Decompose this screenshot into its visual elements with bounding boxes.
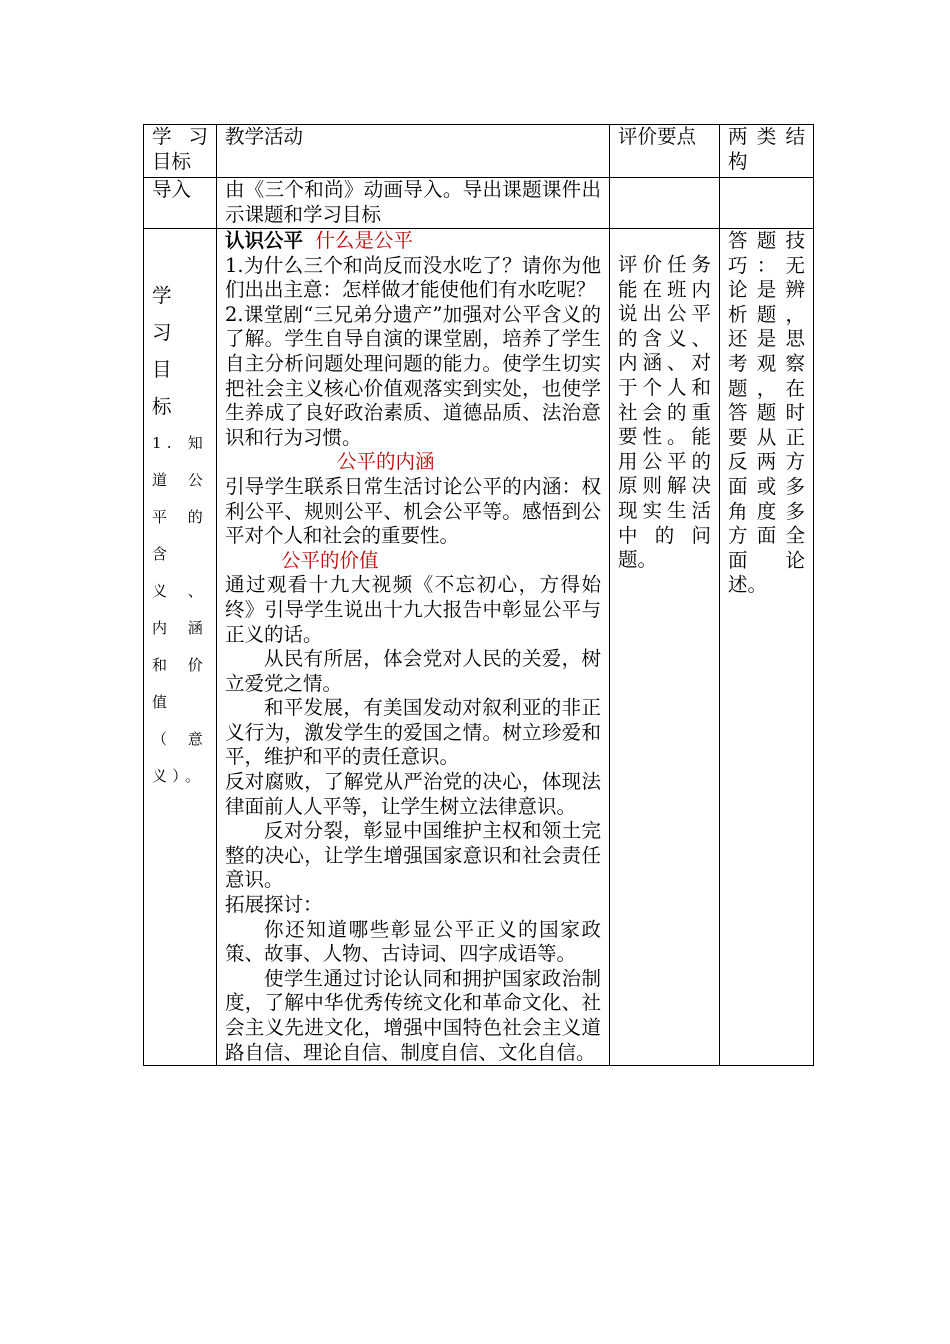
activity-p5: 从民有所居，体会党对人民的关爱，树立爱党之情。 bbox=[225, 647, 601, 695]
goal-text: 1.知道公平的含义、内涵和价值（意义）。 bbox=[152, 434, 208, 785]
activity-p4: 通过观看十九大视频《不忘初心，方得始终》引导学生说出十九大报告中彰显公平与正义的话。 bbox=[225, 573, 601, 646]
activity-p2: 2.课堂剧“三兄弟分遗产”加强对公平含义的了解。学生自导自演的课堂剧，培养了学生自主分析问题处理问题的能力。使学生切实把社会主义核心价值观落实到实处，也使学生养成了良好政治素质、道德品质、法治意识和行为习惯。 bbox=[225, 302, 601, 449]
main-goal-cell bbox=[144, 229, 217, 1066]
activity-heading bbox=[225, 229, 601, 254]
activity-p1: 1.为什么三个和尚反而没水吃了？请你为他们出出主意：怎样做才能使他们有水吃呢？ bbox=[225, 253, 601, 302]
table-row-intro bbox=[144, 178, 814, 229]
activity-p7: 反对腐败，了解党从严治党的决心，体现法律面前人人平等，让学生树立法律意识。 bbox=[225, 770, 601, 818]
header-eval: 评价要点 bbox=[610, 125, 720, 178]
intro-goal-cell: 导入 bbox=[144, 178, 217, 229]
main-eval-cell: 评价任务能在班内说出公平的含义、内涵、对于个人和社会的重要性。能用公平的原则解决现实生活中的问题。 bbox=[610, 229, 720, 1066]
activity-p11: 使学生通过讨论认同和拥护国家政治制度，了解中华优秀传统文化和革命文化、社会主义先进文化，增强中国特色社会主义道路自信、理论自信、制度自信、文化自信。 bbox=[225, 966, 601, 1064]
lesson-plan-table bbox=[143, 124, 814, 1066]
heading-bold: 认识公平 bbox=[225, 229, 304, 252]
subheading-connotation: 公平的内涵 bbox=[337, 450, 435, 474]
activity-p6: 和平发展，有美国发动对叙利亚的非正义行为，激发学生的爱国之情。树立珍爱和平，维护和平的责任意识。 bbox=[225, 696, 601, 769]
header-activity: 教学活动 bbox=[217, 125, 610, 178]
main-activity-cell bbox=[217, 229, 610, 1066]
header-structure: 两类结构 bbox=[720, 125, 814, 178]
intro-activity-cell: 由《三个和尚》动画导入。导出课题课件出示课题和学习目标 bbox=[217, 178, 610, 229]
activity-p3: 引导学生联系日常生活讨论公平的内涵：权利公平、规则公平、机会公平等。感悟到公平对个人和社会的重要性。 bbox=[225, 474, 601, 548]
header-goal: 学习目标 bbox=[144, 125, 217, 178]
main-structure-cell: 答题技巧：无论是辨析题，还是思考观察题，在答题时要从正反两方面或多角度多方面全面论述。 bbox=[720, 229, 814, 1066]
table-header-row bbox=[144, 125, 814, 178]
activity-p8: 反对分裂，彰显中国维护主权和领土完整的决心，让学生增强国家意识和社会责任意识。 bbox=[225, 819, 601, 892]
intro-structure-cell bbox=[720, 178, 814, 229]
activity-p10: 你还知道哪些彰显公平正义的国家政策、故事、人物、古诗词、四字成语等。 bbox=[225, 917, 601, 966]
subheading-value: 公平的价值 bbox=[281, 548, 379, 572]
goal-title: 学习目标 bbox=[152, 284, 186, 418]
intro-eval-cell bbox=[610, 178, 720, 229]
heading-red: 什么是公平 bbox=[315, 229, 413, 252]
activity-p9: 拓展探讨： bbox=[225, 893, 323, 917]
table-row-main bbox=[144, 229, 814, 1066]
